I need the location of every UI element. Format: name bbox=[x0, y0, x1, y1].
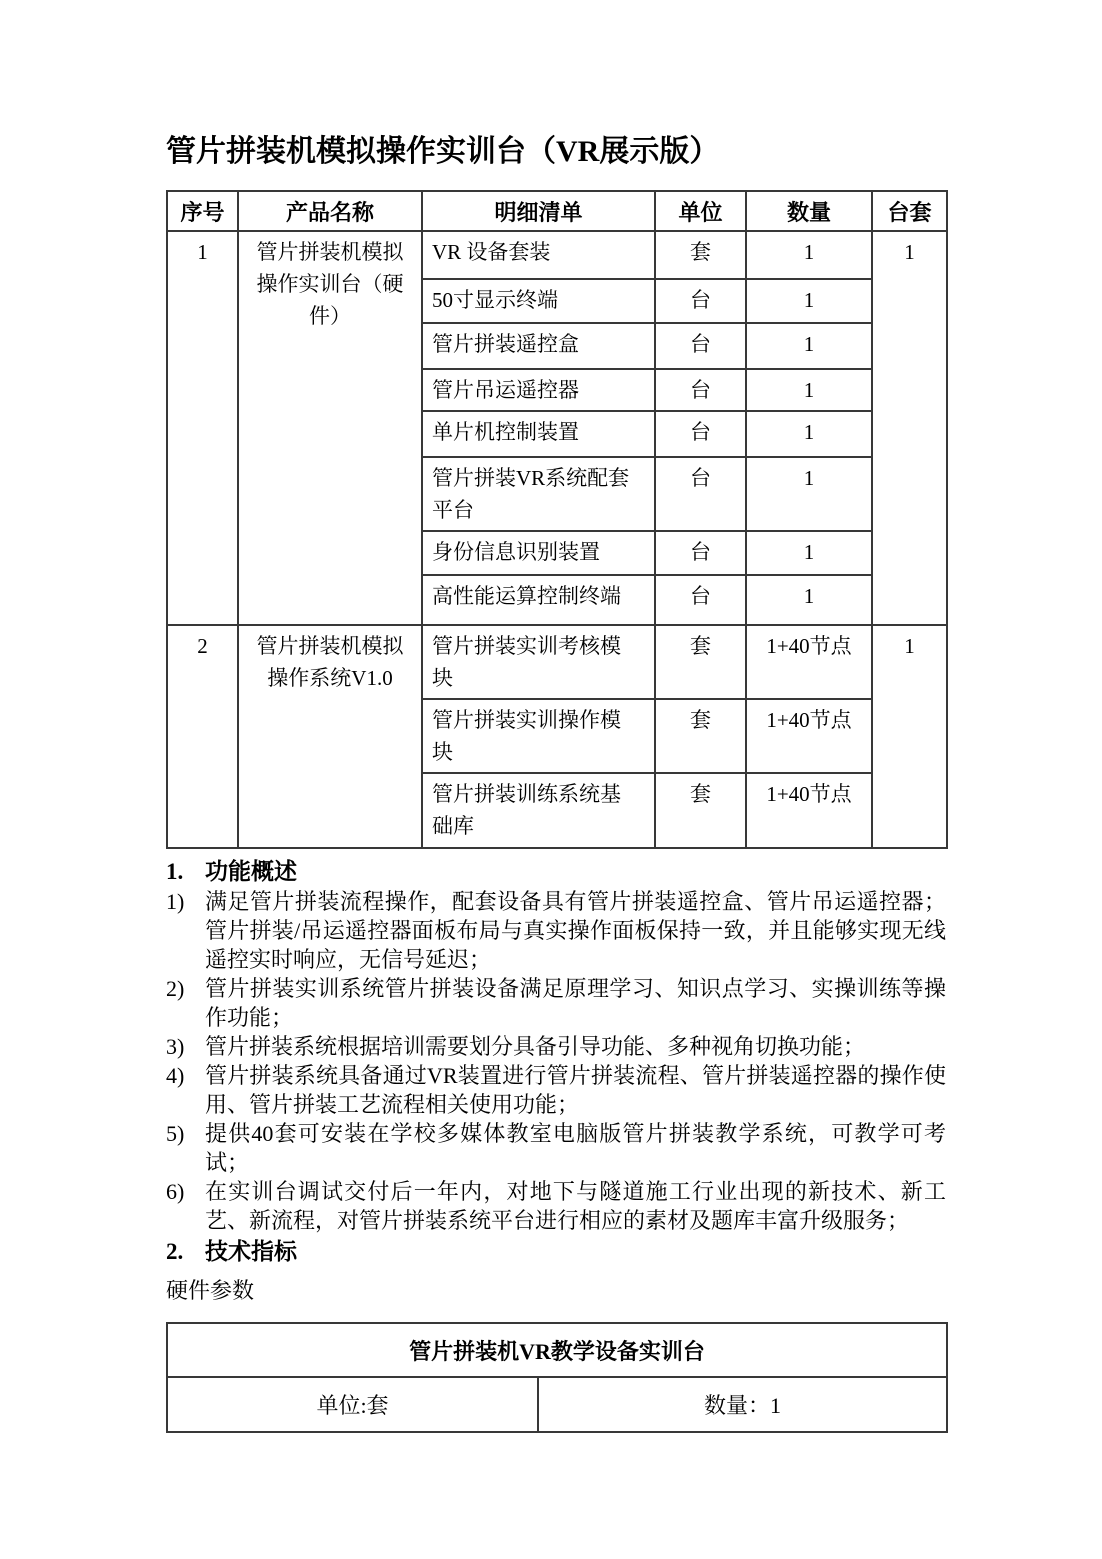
detail-cell: 管片吊运遥控器 bbox=[422, 369, 655, 411]
detail-cell: 50寸显示终端 bbox=[422, 279, 655, 323]
group2-index-cell: 2 bbox=[167, 625, 238, 848]
unit-cell: 套 bbox=[655, 231, 746, 279]
product-table-header-row bbox=[167, 191, 947, 231]
feature-number: 5) bbox=[166, 1121, 185, 1146]
spec-qty-cell: 数量：1 bbox=[538, 1377, 947, 1432]
spec-table-title: 管片拼装机VR教学设备实训台 bbox=[167, 1323, 947, 1377]
detail-cell: 管片拼装实训操作模块 bbox=[422, 699, 655, 773]
header-cell-index: 序号 bbox=[167, 191, 238, 231]
spec-unit-cell: 单位:套 bbox=[167, 1377, 538, 1432]
section-2-number: 2. bbox=[166, 1239, 184, 1264]
detail-cell: 身份信息识别装置 bbox=[422, 531, 655, 575]
section-2-title: 技术指标 bbox=[205, 1239, 297, 1264]
qty-cell: 1+40节点 bbox=[746, 699, 872, 773]
header-cell-unit: 单位 bbox=[655, 191, 746, 231]
header-cell-detail: 明细清单 bbox=[422, 191, 655, 231]
feature-text: 提供40套可安装在学校多媒体教室电脑版管片拼装教学系统，可教学可考试； bbox=[205, 1121, 946, 1175]
unit-cell: 台 bbox=[655, 279, 746, 323]
feature-text: 满足管片拼装流程操作，配套设备具有管片拼装遥控盒、管片吊运遥控器；管片拼装/吊运遥控器面板布局与真实操作面板保持一致，并且能够实现无线遥控实时响应，无信号延迟； bbox=[205, 889, 946, 972]
spec-table-data-row bbox=[167, 1377, 947, 1432]
feature-item bbox=[166, 1061, 946, 1119]
header-cell-sets: 台套 bbox=[872, 191, 947, 231]
qty-cell: 1 bbox=[746, 323, 872, 369]
qty-cell: 1 bbox=[746, 457, 872, 531]
group1-product-cell: 管片拼装机模拟操作实训台（硬件） bbox=[238, 231, 422, 625]
feature-item bbox=[166, 1177, 946, 1235]
section-1-heading bbox=[166, 857, 946, 887]
qty-cell: 1+40节点 bbox=[746, 625, 872, 699]
detail-cell: VR 设备套装 bbox=[422, 231, 655, 279]
product-table bbox=[166, 190, 948, 849]
hardware-params-label: 硬件参数 bbox=[166, 1278, 255, 1303]
feature-number: 3) bbox=[166, 1034, 185, 1059]
feature-item bbox=[166, 887, 946, 974]
qty-cell: 1 bbox=[746, 279, 872, 323]
detail-cell: 高性能运算控制终端 bbox=[422, 575, 655, 625]
section-2-heading bbox=[166, 1237, 946, 1267]
unit-cell: 台 bbox=[655, 575, 746, 625]
group1-index-cell: 1 bbox=[167, 231, 238, 625]
feature-number: 4) bbox=[166, 1063, 185, 1088]
qty-cell: 1+40节点 bbox=[746, 773, 872, 848]
feature-item bbox=[166, 1032, 946, 1061]
detail-cell: 单片机控制装置 bbox=[422, 411, 655, 457]
unit-cell: 套 bbox=[655, 699, 746, 773]
unit-cell: 台 bbox=[655, 531, 746, 575]
detail-cell: 管片拼装实训考核模块 bbox=[422, 625, 655, 699]
table-row bbox=[167, 625, 947, 699]
unit-cell: 台 bbox=[655, 457, 746, 531]
qty-cell: 1 bbox=[746, 575, 872, 625]
feature-item bbox=[166, 1119, 946, 1177]
unit-cell: 台 bbox=[655, 411, 746, 457]
unit-cell: 台 bbox=[655, 323, 746, 369]
feature-text: 管片拼装系统根据培训需要划分具备引导功能、多种视角切换功能； bbox=[205, 1034, 866, 1059]
feature-text: 在实训台调试交付后一年内，对地下与隧道施工行业出现的新技术、新工艺、新流程，对管片拼装系统平台进行相应的素材及题库丰富升级服务； bbox=[205, 1179, 946, 1233]
qty-cell: 1 bbox=[746, 231, 872, 279]
unit-cell: 套 bbox=[655, 625, 746, 699]
group2-product-cell: 管片拼装机模拟操作系统V1.0 bbox=[238, 625, 422, 848]
detail-cell: 管片拼装训练系统基础库 bbox=[422, 773, 655, 848]
table-row bbox=[167, 231, 947, 279]
feature-text: 管片拼装实训系统管片拼装设备满足原理学习、知识点学习、实操训练等操作功能； bbox=[205, 976, 946, 1030]
feature-number: 2) bbox=[166, 976, 185, 1001]
header-cell-product: 产品名称 bbox=[238, 191, 422, 231]
feature-number: 1) bbox=[166, 889, 185, 914]
section-1-title: 功能概述 bbox=[205, 859, 297, 884]
qty-cell: 1 bbox=[746, 531, 872, 575]
qty-cell: 1 bbox=[746, 411, 872, 457]
group1-sets-cell: 1 bbox=[872, 231, 947, 625]
feature-number: 6) bbox=[166, 1179, 185, 1204]
feature-item bbox=[166, 974, 946, 1032]
feature-text: 管片拼装系统具备通过VR装置进行管片拼装流程、管片拼装遥控器的操作使用、管片拼装工艺流程相关使用功能； bbox=[205, 1063, 946, 1117]
spec-table bbox=[166, 1322, 948, 1433]
detail-cell: 管片拼装VR系统配套平台 bbox=[422, 457, 655, 531]
document-content bbox=[166, 0, 946, 1433]
unit-cell: 台 bbox=[655, 369, 746, 411]
detail-cell: 管片拼装遥控盒 bbox=[422, 323, 655, 369]
spec-table-title-row bbox=[167, 1323, 947, 1377]
unit-cell: 套 bbox=[655, 773, 746, 848]
page-title: 管片拼装机模拟操作实训台（VR展示版） bbox=[166, 135, 720, 168]
qty-cell: 1 bbox=[746, 369, 872, 411]
group2-sets-cell: 1 bbox=[872, 625, 947, 848]
feature-list bbox=[166, 887, 946, 1235]
header-cell-qty: 数量 bbox=[746, 191, 872, 231]
section-1-number: 1. bbox=[166, 859, 184, 884]
